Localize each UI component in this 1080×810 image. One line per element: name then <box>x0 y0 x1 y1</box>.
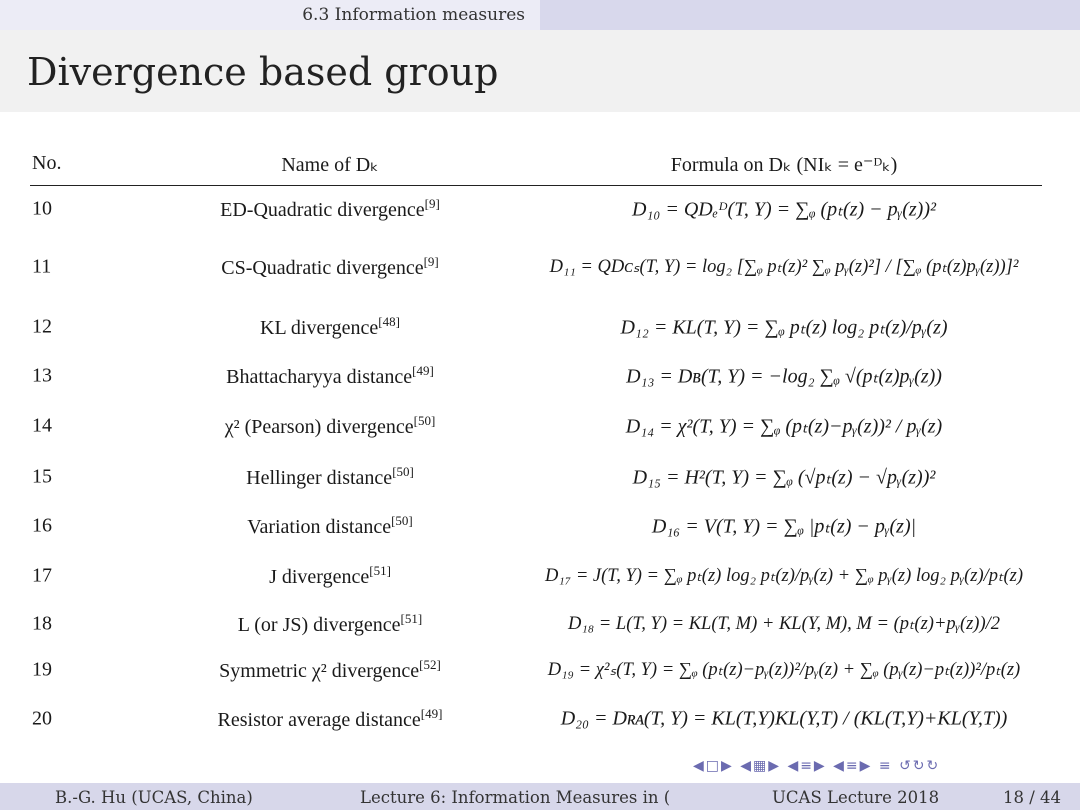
footer-author: B.-G. Hu (UCAS, China) <box>55 788 253 807</box>
footer-lecture: Lecture 6: Information Measures in ( <box>360 788 671 807</box>
formula: D₁₂ = KL(T, Y) = ∑ᵩ pₜ(z) log₂ pₜ(z)/pᵧ(z) <box>620 316 948 339</box>
search-icon[interactable]: ↺↻↻ <box>899 758 941 774</box>
section-label[interactable]: 6.3 Information measures <box>0 0 540 30</box>
formula: D₁₄ = χ²(T, Y) = ∑ᵩ (pₜ(z)−pᵧ(z))² / pᵧ(z) <box>625 415 943 438</box>
outline-icon[interactable]: ≡ <box>878 758 893 774</box>
table-header <box>30 140 1042 186</box>
citation-ref[interactable]: [51] <box>369 563 391 579</box>
measure-name <box>130 464 530 490</box>
row-number: 14 <box>32 414 52 437</box>
table-row <box>30 186 1042 232</box>
measure-name-text: Hellinger distance <box>246 466 393 489</box>
table-row <box>30 602 1042 646</box>
table-row <box>30 550 1042 602</box>
measure-name <box>130 196 530 222</box>
measure-name <box>130 706 530 732</box>
formula: D₁₅ = H²(T, Y) = ∑ᵩ (√pₜ(z) − √pᵧ(z))² <box>632 466 936 489</box>
formula: D₁₀ = QDₑᴰ(T, Y) = ∑ᵩ (pₜ(z) − pᵧ(z))² <box>631 198 937 221</box>
divergence-table <box>30 140 1042 744</box>
subsection-nav-icon[interactable]: ◀▦▶ <box>740 758 781 774</box>
row-number: 16 <box>32 514 52 537</box>
measure-name <box>130 563 530 589</box>
measure-name-text: Variation distance <box>247 515 392 538</box>
formula: D₁₆ = V(T, Y) = ∑ᵩ |pₜ(z) − pᵧ(z)| <box>651 515 917 538</box>
table-row <box>30 352 1042 400</box>
formula: D₁₃ = Dʙ(T, Y) = −log₂ ∑ᵩ √(pₜ(z)pᵧ(z)) <box>626 365 942 388</box>
table-row <box>30 400 1042 452</box>
citation-ref[interactable]: [52] <box>419 657 441 673</box>
appendix-nav-icon[interactable]: ◀≡▶ <box>833 758 873 774</box>
formula: D₁₈ = L(T, Y) = KL(T, M) + KL(Y, M), M = (pₜ(z)+pᵧ(z))/2 <box>567 614 1001 634</box>
footer-event: UCAS Lecture 2018 <box>772 788 940 807</box>
header-bar <box>0 0 1080 30</box>
measure-name <box>130 657 530 683</box>
header-no: No. <box>32 152 62 174</box>
row-number: 13 <box>32 364 52 387</box>
citation-ref[interactable]: [50] <box>392 464 414 480</box>
row-number: 12 <box>32 315 52 338</box>
measure-name-text: Symmetric χ² divergence <box>219 659 420 682</box>
measure-name-text: χ² (Pearson) divergence <box>224 415 414 438</box>
table-row <box>30 232 1042 302</box>
measure-name <box>130 254 530 280</box>
row-number: 11 <box>32 255 52 278</box>
formula: D₁₇ = J(T, Y) = ∑ᵩ pₜ(z) log₂ pₜ(z)/pᵧ(z) + ∑ᵩ pᵧ(z) log₂ pᵧ(z)/pₜ(z) <box>544 566 1024 586</box>
title-bar <box>0 30 1080 112</box>
citation-ref[interactable]: [9] <box>424 196 440 212</box>
header-name: Name of Dₖ <box>281 154 379 176</box>
measure-name-text: L (or JS) divergence <box>237 613 401 636</box>
frame-nav-icon[interactable]: ◀□▶ <box>693 758 734 774</box>
row-number: 20 <box>32 707 52 730</box>
measure-name-text: Bhattacharyya distance <box>226 365 413 388</box>
formula: D₁₁ = QDᴄₛ(T, Y) = log₂ [∑ᵩ pₜ(z)² ∑ᵩ pᵧ(z)²] / [∑ᵩ (pₜ(z)pᵧ(z))]² <box>549 257 1019 277</box>
header-formula: Formula on Dₖ (NIₖ = e⁻ᴰₖ) <box>670 154 898 176</box>
section-nav-icon[interactable]: ◀≡▶ <box>787 758 827 774</box>
row-number: 10 <box>32 197 52 220</box>
row-number: 18 <box>32 612 52 635</box>
slide-title: Divergence based group <box>27 50 499 94</box>
row-number: 15 <box>32 465 52 488</box>
citation-ref[interactable]: [49] <box>412 363 434 379</box>
formula: D₁₉ = χ²ₛ(T, Y) = ∑ᵩ (pₜ(z)−pᵧ(z))²/pᵧ(z) + ∑ᵩ (pᵧ(z)−pₜ(z))²/pₜ(z) <box>547 660 1021 680</box>
table-row <box>30 502 1042 550</box>
measure-name <box>130 611 530 637</box>
measure-name <box>130 314 530 340</box>
measure-name-text: J divergence <box>269 565 370 588</box>
row-number: 17 <box>32 564 52 587</box>
measure-name-text: Resistor average distance <box>217 708 421 731</box>
citation-ref[interactable]: [48] <box>378 314 400 330</box>
measure-name <box>130 513 530 539</box>
table-row <box>30 452 1042 502</box>
table-row <box>30 694 1042 744</box>
measure-name <box>130 363 530 389</box>
footer-page-number: 18 / 44 <box>1003 788 1062 807</box>
formula: D₂₀ = Dʀᴀ(T, Y) = KL(T,Y)KL(Y,T) / (KL(T,Y)+KL(Y,T)) <box>560 707 1008 730</box>
citation-ref[interactable]: [50] <box>413 413 436 429</box>
citation-ref[interactable]: [51] <box>400 611 423 627</box>
measure-name-text: KL divergence <box>260 316 379 339</box>
table-row <box>30 646 1042 694</box>
citation-ref[interactable]: [49] <box>420 706 443 722</box>
footer-bar <box>0 783 1080 810</box>
citation-ref[interactable]: [9] <box>423 254 439 270</box>
measure-name-text: CS-Quadratic divergence <box>221 256 424 279</box>
table-row <box>30 302 1042 352</box>
measure-name-text: ED-Quadratic divergence <box>220 198 425 221</box>
measure-name <box>130 413 530 439</box>
row-number: 19 <box>32 658 52 681</box>
citation-ref[interactable]: [50] <box>391 513 413 529</box>
beamer-nav-symbols <box>693 758 940 774</box>
